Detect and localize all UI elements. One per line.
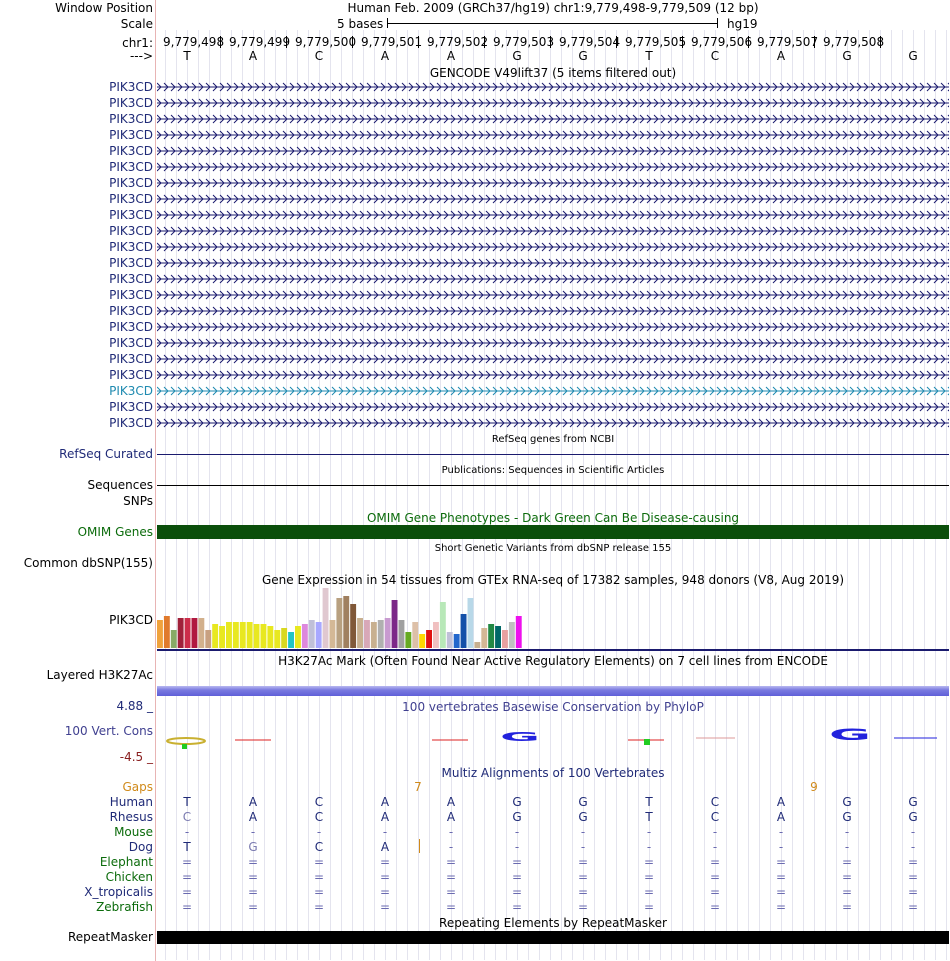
gencode-transcript-label[interactable]: PIK3CD — [109, 336, 153, 350]
species-sequence-row — [157, 885, 949, 899]
gencode-transcript-line[interactable] — [157, 194, 949, 204]
aligned-base: G — [512, 810, 522, 824]
gencode-transcript-line[interactable] — [157, 338, 949, 348]
gtex-tissue-bar[interactable] — [412, 622, 418, 648]
gtex-label[interactable]: PIK3CD — [109, 613, 153, 627]
aligned-base: - — [448, 840, 454, 854]
phylop-max: 4.88 _ — [116, 699, 153, 713]
aligned-base: = — [907, 900, 919, 914]
gencode-transcript-label[interactable]: PIK3CD — [109, 352, 153, 366]
species-sequence-row — [157, 900, 949, 914]
gtex-bar-chart[interactable] — [157, 586, 949, 652]
aligned-base: - — [910, 825, 916, 839]
phylop-min: -4.5 _ — [119, 750, 153, 764]
gtex-tissue-bar[interactable] — [295, 626, 301, 648]
ruler-position: 9,779,502 — [427, 35, 489, 49]
gtex-tissue-bar[interactable] — [212, 624, 218, 648]
gencode-transcript-label[interactable]: PIK3CD — [109, 208, 153, 222]
aligned-base: = — [643, 900, 655, 914]
aligned-base: = — [907, 855, 919, 869]
aligned-base: = — [841, 855, 853, 869]
h3k27ac-title: H3K27Ac Mark (Often Found Near Active Regulatory Elements) on 7 cell lines from ENCODE — [278, 654, 828, 668]
species-label[interactable]: Zebrafish — [96, 900, 153, 914]
species-label[interactable]: Dog — [128, 840, 153, 854]
reference-base: G — [512, 49, 522, 63]
aligned-base: = — [511, 870, 523, 884]
aligned-base: = — [445, 900, 457, 914]
gtex-tissue-bar[interactable] — [157, 620, 163, 648]
ruler-position: 9,779,505 — [625, 35, 687, 49]
gtex-tissue-bar[interactable] — [447, 632, 453, 648]
aligned-base: T — [183, 840, 191, 854]
aligned-base: T — [645, 795, 653, 809]
species-label[interactable]: Elephant — [99, 855, 153, 869]
gtex-tissue-bar[interactable] — [509, 622, 515, 648]
aligned-base: - — [580, 825, 586, 839]
gencode-transcript-line[interactable] — [157, 210, 949, 220]
reference-base: A — [380, 49, 390, 63]
aligned-base: = — [247, 855, 259, 869]
species-sequence-row — [157, 825, 949, 839]
aligned-base: C — [710, 810, 720, 824]
reference-base: G — [578, 49, 588, 63]
aligned-base: C — [182, 810, 192, 824]
gencode-transcript-line[interactable] — [157, 82, 949, 92]
aligned-base: = — [775, 870, 787, 884]
gtex-tissue-bar[interactable] — [371, 622, 377, 648]
aligned-base: C — [710, 795, 720, 809]
gtex-tissue-bar[interactable] — [399, 620, 405, 648]
gtex-tissue-bar[interactable] — [178, 618, 184, 648]
gtex-tissue-bar[interactable] — [392, 600, 398, 648]
gencode-transcript-line[interactable] — [157, 258, 949, 268]
species-sequence-row — [157, 870, 949, 884]
gencode-transcript-line[interactable] — [157, 274, 949, 284]
aligned-base: = — [907, 885, 919, 899]
refseq-label[interactable]: RefSeq Curated — [59, 447, 153, 461]
gencode-transcript-label[interactable]: PIK3CD — [109, 80, 153, 94]
gtex-tissue-bar[interactable] — [254, 624, 260, 648]
aligned-base: G — [248, 840, 258, 854]
aligned-base: = — [181, 885, 193, 899]
gap-markers — [157, 780, 949, 794]
gencode-transcript-line[interactable] — [157, 146, 949, 156]
svg-text:G: G — [829, 725, 871, 744]
aligned-base: - — [778, 840, 784, 854]
reference-base: T — [183, 49, 191, 63]
reference-bases — [157, 49, 949, 63]
strand-label: ---> — [129, 49, 153, 63]
gencode-transcript-label[interactable]: PIK3CD — [109, 240, 153, 254]
gtex-tissue-bar[interactable] — [288, 632, 294, 648]
aligned-base: A — [446, 795, 456, 809]
svg-text:G: G — [500, 730, 540, 744]
gencode-transcript-line[interactable] — [157, 114, 949, 124]
aligned-base: = — [379, 870, 391, 884]
aligned-base: = — [379, 855, 391, 869]
h3k27ac-signal[interactable] — [157, 686, 949, 696]
gtex-tissue-bar[interactable] — [267, 626, 273, 648]
scale-text: 5 bases — [337, 17, 384, 31]
gtex-tissue-bar[interactable] — [247, 622, 253, 648]
gtex-tissue-bar[interactable] — [495, 626, 501, 648]
left-label-divider — [155, 0, 156, 961]
aligned-base: C — [314, 840, 324, 854]
gencode-transcript-label[interactable]: PIK3CD — [109, 304, 153, 318]
gtex-tissue-bar[interactable] — [516, 616, 522, 648]
insertion-marker — [419, 839, 420, 853]
scale-label: Scale — [120, 17, 153, 31]
gtex-tissue-bar[interactable] — [233, 622, 239, 648]
gencode-transcript-label[interactable]: PIK3CD — [109, 144, 153, 158]
aligned-base: C — [314, 795, 324, 809]
aligned-base: G — [578, 810, 588, 824]
ruler-position: 9,779,501 — [361, 35, 423, 49]
gencode-title: GENCODE V49lift37 (5 items filtered out) — [429, 66, 677, 80]
gtex-tissue-bar[interactable] — [364, 620, 370, 648]
gencode-transcript-label[interactable]: PIK3CD — [109, 192, 153, 206]
gencode-transcript-line[interactable] — [157, 402, 949, 412]
gencode-transcript-line[interactable] — [157, 386, 949, 396]
aligned-base: = — [643, 870, 655, 884]
publications-label[interactable]: Sequences — [87, 478, 153, 492]
gtex-tissue-bar[interactable] — [205, 630, 211, 648]
aligned-base: C — [314, 810, 324, 824]
gtex-tissue-bar[interactable] — [336, 598, 342, 648]
gencode-transcript-line[interactable] — [157, 370, 949, 380]
aligned-base: T — [645, 810, 653, 824]
species-label[interactable]: X_tropicalis — [84, 885, 153, 899]
aligned-base: = — [313, 885, 325, 899]
gencode-transcript-line[interactable] — [157, 354, 949, 364]
position-ruler — [157, 35, 949, 50]
gtex-tissue-bar[interactable] — [433, 622, 439, 648]
aligned-base: = — [313, 870, 325, 884]
gencode-transcript-label[interactable]: PIK3CD — [109, 176, 153, 190]
species-label[interactable]: Chicken — [105, 870, 153, 884]
phylop-logo-track[interactable] — [157, 724, 949, 752]
gtex-tissue-bar[interactable] — [185, 618, 191, 648]
gencode-transcript-label[interactable]: PIK3CD — [109, 160, 153, 174]
aligned-base: = — [709, 870, 721, 884]
gtex-title: Gene Expression in 54 tissues from GTEx RNA-seq of 17382 samples, 948 donors (V8, Aug 2019) — [261, 573, 845, 587]
species-label[interactable]: Rhesus — [109, 810, 153, 824]
gencode-transcript-label[interactable]: PIK3CD — [109, 128, 153, 142]
gtex-tissue-bar[interactable] — [385, 618, 391, 648]
repeatmasker-bar[interactable] — [157, 931, 949, 944]
aligned-base: = — [313, 900, 325, 914]
publications-line[interactable] — [157, 485, 949, 486]
gtex-tissue-bar[interactable] — [488, 624, 494, 648]
chrom-label: chr1: — [122, 36, 153, 50]
scale-bar — [387, 18, 718, 28]
ruler-position: 9,779,508 — [823, 35, 885, 49]
gtex-tissue-bar[interactable] — [309, 620, 315, 648]
aligned-base: = — [775, 900, 787, 914]
gencode-transcript-label[interactable]: PIK3CD — [109, 368, 153, 382]
species-sequence-row — [157, 795, 949, 809]
gtex-tissue-bar[interactable] — [164, 616, 170, 648]
phylop-label[interactable]: 100 Vert. Cons — [64, 724, 153, 738]
gtex-tissue-bar[interactable] — [405, 632, 411, 648]
gtex-tissue-bar[interactable] — [302, 624, 308, 648]
aligned-base: - — [250, 825, 256, 839]
window-position-value: Human Feb. 2009 (GRCh37/hg19) chr1:9,779,498-9,779,509 (12 bp) — [347, 1, 759, 15]
gencode-transcript-label[interactable]: PIK3CD — [109, 272, 153, 286]
aligned-base: - — [712, 825, 718, 839]
aligned-base: = — [247, 870, 259, 884]
ruler-position: 9,779,498 — [163, 35, 225, 49]
reference-base: G — [908, 49, 918, 63]
reference-base: A — [446, 49, 456, 63]
aligned-base: - — [844, 840, 850, 854]
gencode-transcript-line[interactable] — [157, 322, 949, 332]
snps-label[interactable]: SNPs — [123, 494, 153, 508]
aligned-base: - — [712, 840, 718, 854]
gtex-tissue-bar[interactable] — [261, 624, 267, 648]
gencode-transcript-label[interactable]: PIK3CD — [109, 224, 153, 238]
gencode-transcript-line[interactable] — [157, 130, 949, 140]
aligned-base: = — [181, 900, 193, 914]
aligned-base: A — [248, 810, 258, 824]
gencode-transcript-label[interactable]: PIK3CD — [109, 112, 153, 126]
aligned-base: - — [844, 825, 850, 839]
gtex-tissue-bar[interactable] — [219, 626, 225, 648]
gtex-tissue-bar[interactable] — [454, 634, 460, 648]
repeatmasker-title: Repeating Elements by RepeatMasker — [439, 916, 667, 930]
reference-base: A — [248, 49, 258, 63]
aligned-base: = — [841, 900, 853, 914]
aligned-base: = — [247, 885, 259, 899]
aligned-base: = — [379, 885, 391, 899]
gencode-transcript-label[interactable]: PIK3CD — [109, 288, 153, 302]
gencode-transcript-label[interactable]: PIK3CD — [109, 416, 153, 430]
gencode-transcript-label[interactable]: PIK3CD — [109, 384, 153, 398]
ruler-position: 9,779,506 — [691, 35, 753, 49]
repeatmasker-label[interactable]: RepeatMasker — [67, 930, 153, 944]
aligned-base: = — [379, 900, 391, 914]
gencode-transcript-line[interactable] — [157, 418, 949, 428]
aligned-base: G — [908, 795, 918, 809]
aligned-base: - — [580, 840, 586, 854]
aligned-base: T — [183, 795, 191, 809]
aligned-base: A — [248, 795, 258, 809]
aligned-base: = — [577, 900, 589, 914]
gencode-transcript-line[interactable] — [157, 306, 949, 316]
gencode-transcript-label[interactable]: PIK3CD — [109, 320, 153, 334]
species-sequence-row — [157, 855, 949, 869]
gtex-tissue-bar[interactable] — [440, 602, 446, 648]
gtex-tissue-bar[interactable] — [426, 630, 432, 648]
aligned-base: = — [709, 885, 721, 899]
gtex-tissue-bar[interactable] — [357, 618, 363, 648]
gap-marker: 9 — [810, 780, 818, 794]
aligned-base: = — [577, 885, 589, 899]
aligned-base: = — [445, 870, 457, 884]
ruler-position: 9,779,507 — [757, 35, 819, 49]
aligned-base: G — [578, 795, 588, 809]
gencode-transcript-line[interactable] — [157, 178, 949, 188]
ruler-position: 9,779,504 — [559, 35, 621, 49]
aligned-base: = — [445, 885, 457, 899]
gaps-label: Gaps — [122, 780, 153, 794]
aligned-base: = — [181, 870, 193, 884]
aligned-base: A — [380, 840, 390, 854]
reference-base: T — [645, 49, 653, 63]
gtex-tissue-bar[interactable] — [474, 642, 480, 648]
species-sequence-row — [157, 810, 949, 824]
gencode-transcript-line[interactable] — [157, 290, 949, 300]
gtex-tissue-bar[interactable] — [481, 628, 487, 648]
aligned-base: - — [382, 825, 388, 839]
gencode-transcript-line[interactable] — [157, 162, 949, 172]
aligned-base: = — [775, 885, 787, 899]
aligned-base: A — [776, 810, 786, 824]
aligned-base: = — [577, 870, 589, 884]
gencode-transcript-label[interactable]: PIK3CD — [109, 96, 153, 110]
aligned-base: = — [511, 855, 523, 869]
gtex-tissue-bar[interactable] — [343, 596, 349, 648]
gtex-tissue-bar[interactable] — [378, 620, 384, 648]
aligned-base: = — [577, 855, 589, 869]
aligned-base: - — [514, 825, 520, 839]
gtex-tissue-bar[interactable] — [192, 618, 198, 648]
omim-title: OMIM Gene Phenotypes - Dark Green Can Be Disease-causing — [366, 511, 740, 525]
aligned-base: G — [842, 810, 852, 824]
dbsnp-label[interactable]: Common dbSNP(155) — [23, 556, 153, 570]
multiz-title: Multiz Alignments of 100 Vertebrates — [441, 766, 665, 780]
aligned-base: - — [646, 840, 652, 854]
aligned-base: = — [247, 900, 259, 914]
scale-assembly: hg19 — [727, 17, 758, 31]
species-label[interactable]: Mouse — [114, 825, 153, 839]
gtex-tissue-bar[interactable] — [274, 630, 280, 648]
gencode-transcript-line[interactable] — [157, 242, 949, 252]
gencode-transcript-label[interactable]: PIK3CD — [109, 400, 153, 414]
aligned-base: = — [775, 855, 787, 869]
aligned-base: = — [643, 885, 655, 899]
reference-base: A — [776, 49, 786, 63]
refseq-line[interactable] — [157, 454, 949, 455]
aligned-base: A — [776, 795, 786, 809]
ruler-position: 9,779,503 — [493, 35, 555, 49]
reference-base: C — [710, 49, 720, 63]
aligned-base: - — [448, 825, 454, 839]
gtex-tissue-bar[interactable] — [171, 630, 177, 648]
aligned-base: = — [709, 855, 721, 869]
gtex-tissue-bar[interactable] — [468, 598, 474, 648]
aligned-base: G — [512, 795, 522, 809]
gtex-tissue-bar[interactable] — [198, 618, 204, 648]
publications-title: Publications: Sequences in Scientific Articles — [441, 465, 665, 476]
ruler-position: 9,779,500 — [295, 35, 357, 49]
aligned-base: - — [514, 840, 520, 854]
aligned-base: - — [778, 825, 784, 839]
species-label[interactable]: Human — [109, 795, 153, 809]
gtex-tissue-bar[interactable] — [226, 622, 232, 648]
omim-bar[interactable] — [157, 525, 949, 539]
reference-base: G — [842, 49, 852, 63]
gtex-tissue-bar[interactable] — [323, 588, 329, 648]
dbsnp-title: Short Genetic Variants from dbSNP release 155 — [434, 543, 672, 554]
aligned-base: = — [907, 870, 919, 884]
aligned-base: = — [643, 855, 655, 869]
aligned-base: A — [380, 795, 390, 809]
gap-marker: 7 — [414, 780, 422, 794]
gtex-tissue-bar[interactable] — [350, 604, 356, 648]
aligned-base: - — [316, 825, 322, 839]
aligned-base: - — [646, 825, 652, 839]
gencode-transcript-line[interactable] — [157, 98, 949, 108]
aligned-base: G — [842, 795, 852, 809]
species-sequence-row — [157, 840, 949, 854]
gencode-transcript-label[interactable]: PIK3CD — [109, 256, 153, 270]
aligned-base: = — [841, 885, 853, 899]
refseq-title: RefSeq genes from NCBI — [491, 434, 615, 445]
aligned-base: A — [380, 810, 390, 824]
gtex-tissue-bar[interactable] — [461, 614, 467, 648]
aligned-base: A — [446, 810, 456, 824]
aligned-base: = — [181, 855, 193, 869]
omim-label[interactable]: OMIM Genes — [77, 525, 153, 539]
aligned-base: = — [511, 885, 523, 899]
aligned-base: - — [910, 840, 916, 854]
aligned-base: - — [184, 825, 190, 839]
aligned-base: = — [709, 900, 721, 914]
aligned-base: G — [908, 810, 918, 824]
aligned-base: = — [511, 900, 523, 914]
aligned-base: = — [841, 870, 853, 884]
reference-base: C — [314, 49, 324, 63]
ruler-position: 9,779,499 — [229, 35, 291, 49]
gtex-tissue-bar[interactable] — [316, 622, 322, 648]
aligned-base: = — [313, 855, 325, 869]
phylop-title: 100 vertebrates Basewise Conservation by PhyloP — [402, 700, 704, 714]
gtex-tissue-bar[interactable] — [419, 634, 425, 648]
h3k27ac-label[interactable]: Layered H3K27Ac — [46, 668, 153, 682]
gtex-tissue-bar[interactable] — [330, 620, 336, 648]
gtex-tissue-bar[interactable] — [281, 628, 287, 648]
gencode-transcript-line[interactable] — [157, 226, 949, 236]
window-position-label: Window Position — [55, 1, 153, 15]
gtex-tissue-bar[interactable] — [502, 630, 508, 648]
gtex-tissue-bar[interactable] — [240, 622, 246, 648]
aligned-base: = — [445, 855, 457, 869]
